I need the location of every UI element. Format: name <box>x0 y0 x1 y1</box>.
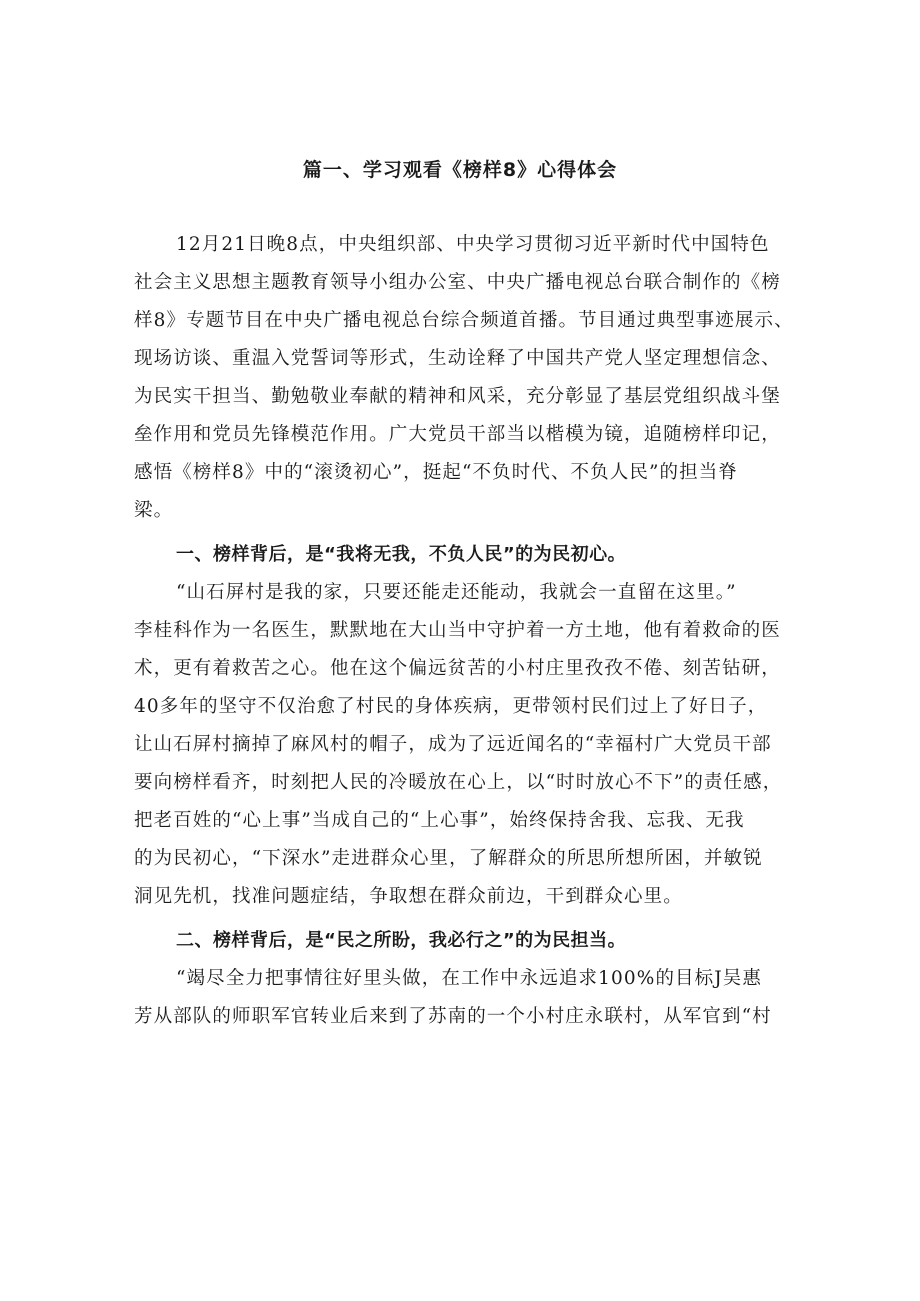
text-line: 让山石屏村摘掉了麻风村的帽子，成为了远近闻名的“幸福村广大党员干部 <box>134 734 772 755</box>
paragraph-section-2 <box>134 960 794 1036</box>
text-line: 术，更有着救苦之心。他在这个偏远贫苦的小村庄里孜孜不倦、刻苦钻研， <box>134 658 781 679</box>
text-line: 垒作用和党员先锋模范作用。广大党员干部当以楷模为镜，追随榜样印记， <box>134 424 781 445</box>
text-line: 梁。 <box>134 500 174 521</box>
text-line: 12月21日晚8点，中央组织部、中央学习贯彻习近平新时代中国特色 <box>176 234 770 255</box>
text-line: 洞见先机，找准问题症结，争取想在群众前边，干到群众心里。 <box>134 886 683 907</box>
paragraph-section-1 <box>134 574 794 916</box>
document-title: 篇一、学习观看《榜样8》心得体会 <box>302 159 618 181</box>
text-line: 社会主义思想主题教育领导小组办公室、中央广播电视总台联合制作的《榜 <box>134 272 781 293</box>
text-line: “山石屏村是我的家，只要还能走还能动，我就会一直留在这里。” <box>176 582 737 603</box>
text-line: 李桂科作为一名医生，默默地在大山当中守护着一方土地，他有着救命的医 <box>134 620 781 641</box>
text-line: 样8》专题节目在中央广播电视总台综合频道首播。节目通过典型事迹展示、 <box>134 310 794 331</box>
text-line: “竭尽全力把事情往好里头做，在工作中永远追求100%的目标J吴惠 <box>176 968 762 989</box>
text-line: 为民实干担当、勤勉敬业奉献的精神和风采，充分彰显了基层党组织战斗堡 <box>134 386 781 407</box>
text-line: 把老百姓的“心上事”当成自己的“上心事”，始终保持舍我、忘我、无我 <box>134 810 745 831</box>
text-line: 芳从部队的师职军官转业后来到了苏南的一个小村庄永联村，从军官到“村 <box>134 1006 772 1027</box>
text-line: 要向榜样看齐，时刻把人民的冷暖放在心上，以“时时放心不下”的责任感， <box>134 772 783 793</box>
paragraph-intro <box>134 226 794 530</box>
text-line: 40多年的坚守不仅治愈了村民的身体疾病，更带领村民们过上了好日子， <box>134 696 768 717</box>
document-body <box>134 226 794 1036</box>
text-line: 的为民初心，“下深水”走进群众心里，了解群众的所思所想所困，并敏锐 <box>134 848 763 869</box>
text-line: 感悟《榜样8》中的“滚烫初心”，挺起“不负时代、不负人民”的担当脊 <box>134 462 738 483</box>
section-heading-2: 二、榜样背后，是“民之所盼，我必行之”的为民担当。 <box>176 930 627 951</box>
section-heading-1: 一、榜样背后，是“我将无我，不负人民”的为民初心。 <box>176 544 627 565</box>
text-line: 现场访谈、重温入党誓词等形式，生动诠释了中国共产党人坚定理想信念、 <box>134 348 781 369</box>
